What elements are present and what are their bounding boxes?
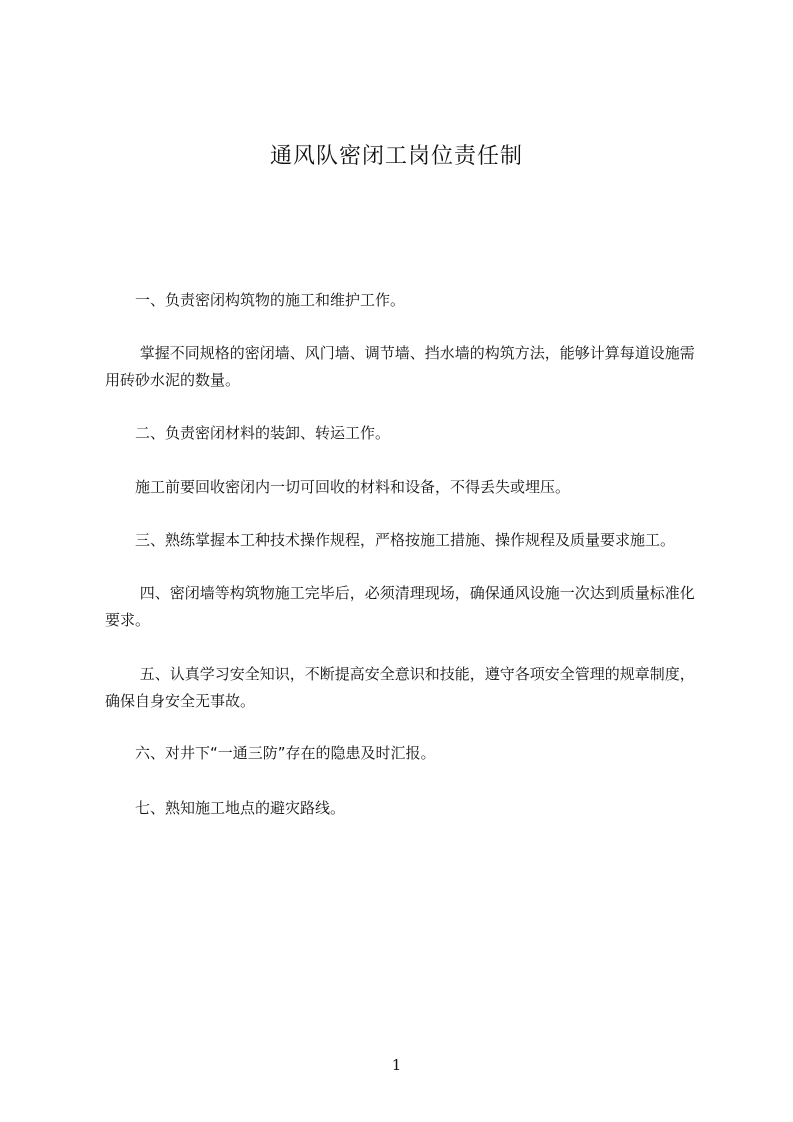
document-title: 通风队密闭工岗位责任制 — [269, 144, 523, 169]
paragraph-duty-1-detail: 掌握不同规格的密闭墙、风门墙、调节墙、挡水墙的构筑方法，能够计算每道设施需用砖砂水泥的数量。 — [105, 344, 695, 389]
paragraph-duty-6: 六、对井下“一通三防”存在的隐患及时汇报。 — [105, 744, 436, 762]
paragraph-duty-2: 二、负责密闭材料的装卸、转运工作。 — [105, 424, 391, 442]
paragraph-duty-7: 七、熟知施工地点的避灾路线。 — [105, 799, 346, 817]
page-number: 1 — [391, 1056, 402, 1074]
paragraph-duty-4: 四、密闭墙等构筑物施工完毕后，必须清理现场，确保通风设施一次达到质量标准化要求。 — [105, 584, 695, 629]
paragraph-duty-5: 五、认真学习安全知识，不断提高安全意识和技能，遵守各项安全管理的规章制度，确保自身安全无事故。 — [105, 665, 695, 710]
paragraph-duty-3: 三、熟练掌握本工种技术操作规程，严格按施工措施、操作规程及质量要求施工。 — [105, 531, 676, 549]
paragraph-duty-1: 一、负责密闭构筑物的施工和维护工作。 — [105, 291, 406, 309]
paragraph-duty-2-detail: 施工前要回收密闭内一切可回收的材料和设备，不得丢失或埋压。 — [105, 478, 571, 496]
